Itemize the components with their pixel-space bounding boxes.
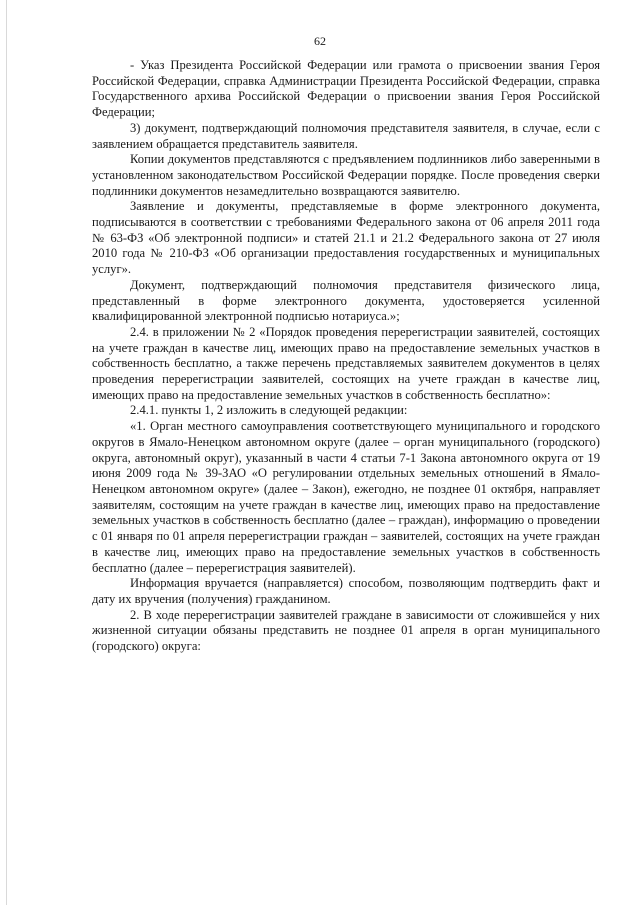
paragraph: 3) документ, подтверждающий полномочия представителя заявителя, в случае, если с заявлением обращается представитель заявителя.	[92, 120, 600, 151]
document-body	[92, 58, 600, 655]
paragraph: Информация вручается (направляется) способом, позволяющим подтвердить факт и дату их вручения (получения) гражданином.	[92, 576, 600, 606]
paragraph: «1. Орган местного самоуправления соответствующего муниципального и городского округов в Ямало-Ненецком автономном округе (далее – орган муниципального (городского) округа, автономный округ), указанный в части 4 статьи 7-1 Закона автономного округа от 19 июня 2009 года № 39-ЗАО «О регулировании отдельных земельных отношений в Ямало-Ненецком автономном округе» (далее – Закон), ежегодно, не позднее 01 октября, направляет заявителям, состоящим на учете граждан в качестве лиц, имеющих право на предоставление земельных участков в собственность бесплатно (далее – граждан), информацию о проведении с 01 января по 01 апреля перерегистрации граждан – заявителей, состоящих на учете граждан в качестве лиц, имеющих право на предоставление земельных участков в собственность бесплатно (далее – перерегистрация заявителей).	[92, 419, 600, 575]
scan-edge	[6, 0, 7, 905]
paragraph: Документ, подтверждающий полномочия представителя физического лица, представленный в форме электронного документа, удостоверяется усиленной квалифицированной электронной подписью нотариуса.»;	[92, 277, 600, 324]
paragraph: 2. В ходе перерегистрации заявителей граждане в зависимости от сложившейся у них жизненной ситуации обязаны представить не позднее 01 апреля в орган муниципального (городского) округа:	[92, 607, 600, 654]
paragraph: 2.4. в приложении № 2 «Порядок проведения перерегистрации заявителей, состоящих на учете граждан в качестве лиц, имеющих право на предоставление земельных участков в собственность бесплатно, а также перечень представляемых заявителем документов в целях проведения перерегистрации заявителей, состоящих на учете граждан в качестве лиц, имеющих право на предоставление земельных участков в собственность бесплатно»:	[92, 324, 600, 402]
paragraph: Заявление и документы, представляемые в форме электронного документа, подписываются в соответствии с требованиями Федерального закона от 06 апреля 2011 года № 63-ФЗ «Об электронной подписи» и статей 21.1 и 21.2 Федерального закона от 27 июля 2010 года № 210-ФЗ «Об организации предоставления государственных и муниципальных услуг».	[92, 199, 600, 277]
paragraph: Копии документов представляются с предъявлением подлинников либо заверенными в установленном законодательством Российской Федерации порядке. После проведения сверки подлинники документов незамедлительно возвращаются заявителю.	[92, 152, 600, 198]
paragraph: 2.4.1. пункты 1, 2 изложить в следующей редакции:	[130, 403, 408, 418]
page-number: 62	[314, 34, 326, 48]
paragraph: - Указ Президента Российской Федерации или грамота о присвоении звания Героя Российской Федерации, справка Администрации Президента Российской Федерации, справка Государственного архива Российской Федерации о присвоении звания Героя Российской Федерации;	[92, 58, 600, 120]
